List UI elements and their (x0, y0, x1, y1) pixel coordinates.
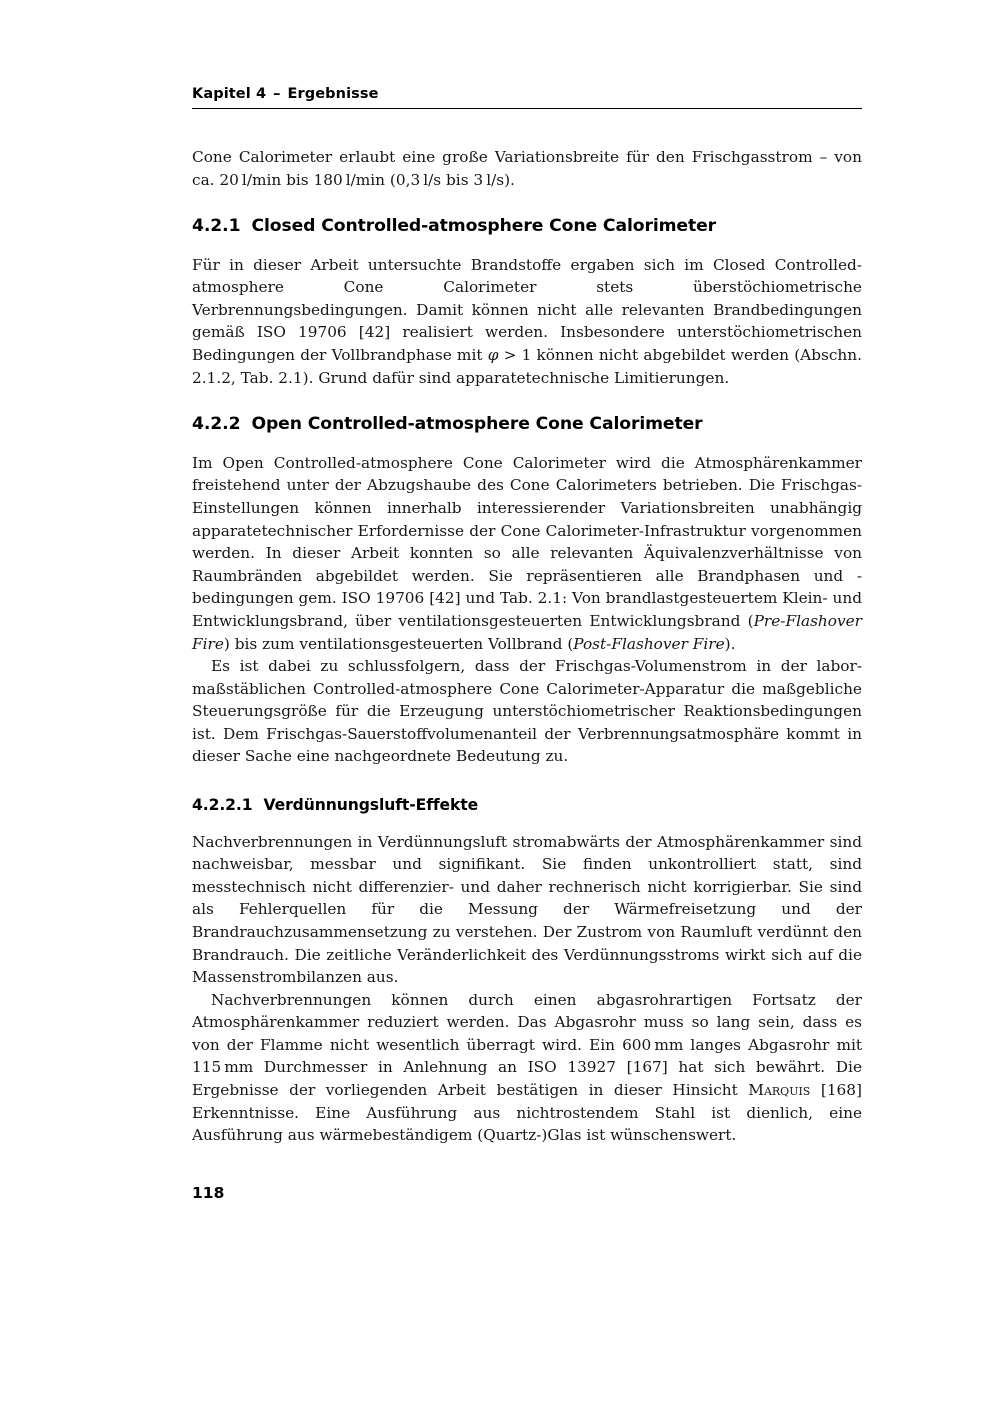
text-run: ) bis zum ventilationsgesteuerten Vollbrand ( (223, 634, 574, 653)
section-title: Open Controlled-atmosphere Cone Calorimeter (251, 414, 703, 435)
text-run: Für in dieser Arbeit untersuchte Brandstoffe ergaben sich im Closed Controlled-atmosphere Cone Calorimeter stets überstöchiometrische Verbrennungsbedingungen. Damit können nicht alle relevanten Brandbedingungen gemäß ISO 19706 [42] realisiert werden. Insbesondere unterstöchiometrischen Bedingungen der Vollbrandphase mit (192, 255, 862, 365)
page-number: 118 (192, 1184, 225, 1202)
paragraph-section-4-2-2-1-second (192, 989, 862, 1147)
phi-symbol: φ (487, 346, 499, 365)
section-title: Verdünnungsluft-Effekte (263, 796, 479, 815)
paragraph-section-4-2-2-second: Es ist dabei zu schlussfolgern, dass der Frischgas-Volumenstrom in der labormaßstäblichen Controlled-atmosphere Cone Calorimeter-Apparatur die maßgebliche Steuerungsgröße für die Erzeugung unterstöchiometrischer Reaktionsbedingungen ist. Dem Frischgas-Sauerstoffvolumenanteil der Verbrennungsatmosphäre kommt in dieser Sache eine nachgeordnete Bedeutung zu. (192, 657, 862, 766)
text-run: Nachverbrennungen können durch einen abgasrohrartigen Fortsatz der Atmosphärenkammer reduziert werden. Das Abgasrohr muss so lang sein, dass es von der Flamme nicht wesentlich überragt wird. Ein 600 mm langes Abgasrohr mit 115 mm Durchmesser in Anlehnung an ISO 13927 [167] hat sich bewährt. Die Ergebnisse der vorliegenden Arbeit bestätigen in dieser Hinsicht (192, 990, 862, 1100)
section-number: 4.2.2 (192, 414, 241, 435)
section-heading-4-2-2-1 (192, 796, 862, 815)
marquis-author-name: Marquis (748, 1081, 811, 1100)
text-run: ). (724, 634, 736, 653)
section-heading-4-2-2 (192, 414, 862, 436)
post-flashover-fire-term: Post-Flashover Fire (573, 634, 725, 653)
text-run: > 1 können nicht abgebildet werden (Abschn. 2.1.2, Tab. 2.1). Grund dafür sind apparatetechnische Limitierungen. (192, 346, 862, 387)
paragraph-section-4-2-2-first (192, 452, 862, 655)
pre-flashover-fire-term: Pre-Flashover Fire (192, 611, 862, 653)
running-head-chapter: Kapitel 4 (192, 86, 267, 102)
section-heading-4-2-1 (192, 216, 862, 238)
section-title: Closed Controlled-atmosphere Cone Calorimeter (251, 216, 717, 237)
text-run: Im Open Controlled-atmosphere Cone Calorimeter wird die Atmosphärenkammer freistehend unter der Abzugshaube des Cone Calorimeters betrieben. Die Frischgas-Einstellungen können innerhalb interessierender Variationsbreiten unabhängig apparatetechnischer Erfordernisse der Cone Calorimeter-Infrastruktur vorgenommen werden. In dieser Arbeit konnten so alle relevanten Äquivalenzverhältnisse von Raumbränden abgebildet werden. Sie repräsentieren alle Brandphasen und -bedingungen gem. ISO 19706 [42] und Tab. 2.1: Von brandlastgesteuertem Klein- und Entwicklungsbrand, über ventilationsgesteuerten Entwicklungsbrand ( (192, 453, 862, 630)
running-head-title: Ergebnisse (287, 86, 379, 102)
text-run: [168] Erkenntnisse. Eine Ausführung aus nichtrostendem Stahl ist dienlich, eine Ausführung aus wärmebeständigem (Quartz-)Glas ist wünschenswert. (192, 1081, 862, 1145)
running-head-dash: – (273, 86, 281, 102)
running-head (192, 86, 862, 109)
section-number: 4.2.1 (192, 216, 241, 237)
intro-paragraph: Cone Calorimeter erlaubt eine große Variationsbreite für den Frischgasstrom – von ca. 20 l/min bis 180 l/min (0,3 l/s bis 3 l/s). (192, 148, 862, 189)
text-column (192, 86, 862, 1147)
section-number: 4.2.2.1 (192, 796, 253, 815)
paragraph-section-4-2-1 (192, 254, 862, 390)
paragraph-section-4-2-2-1-first: Nachverbrennungen in Verdünnungsluft stromabwärts der Atmosphärenkammer sind nachweisbar, messbar und signifikant. Sie finden unkontrolliert statt, sind messtechnisch nicht differenzier- und daher rechnerisch nicht korrigierbar. Sie sind als Fehlerquellen für die Messung der Wärmefreisetzung und der Brandrauchzusammensetzung zu verstehen. Der Zustrom von Raumluft verdünnt den Brandrauch. Die zeitliche Veränderlichkeit des Verdünnungsstroms wirkt sich auf die Massenstrombilanzen aus. (192, 832, 862, 987)
